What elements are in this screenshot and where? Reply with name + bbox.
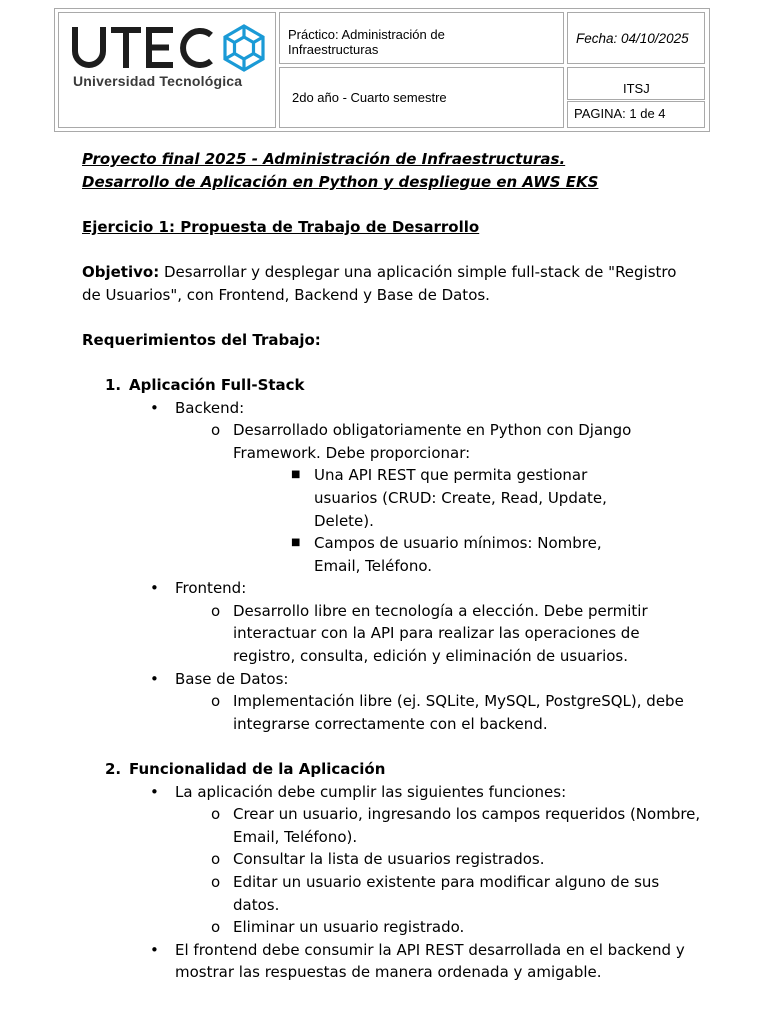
document-title: Proyecto final 2025 - Administración de Infraestructuras. Desarrollo de Aplicación en Python y despliegue en AWS EKS (82, 150, 599, 191)
function-item: Crear un usuario, ingresando los campos requeridos (Nombre, Email, Teléfono). (233, 805, 701, 846)
section-number: 1. (105, 375, 122, 394)
requirements-heading: Requerimientos del Trabajo: (82, 330, 321, 349)
list-item (82, 577, 712, 600)
function-item: Eliminar un usuario registrado. (233, 918, 465, 937)
circle-bullet-icon: o (211, 601, 221, 620)
square-bullet-icon: ■ (291, 537, 301, 549)
backend-label: Backend: (175, 398, 245, 417)
circle-bullet-icon: o (211, 918, 221, 937)
bullet-icon: • (150, 782, 159, 801)
frontend-description: Desarrollo libre en tecnología a elección. Debe permitir interactuar con la API para realizar las operaciones de registro, consulta, edición y eliminación de usuarios. (233, 601, 648, 666)
logo-subtitle: Universidad Tecnológica (73, 73, 243, 89)
list-item (82, 916, 708, 939)
bullet-icon: • (150, 579, 159, 598)
document-body (82, 148, 712, 984)
list-item (82, 803, 703, 848)
section-title: Funcionalidad de la Aplicación (129, 760, 386, 779)
square-bullet-icon: ■ (291, 469, 301, 481)
page-cell (567, 101, 705, 128)
backend-item: Campos de usuario mínimos: Nombre, Email, Teléfono. (314, 534, 602, 575)
list-item (82, 668, 712, 691)
backend-description: Desarrollado obligatoriamente en Python con Django Framework. Debe proporcionar: (233, 421, 632, 462)
date: Fecha: 04/10/2025 (576, 31, 689, 46)
circle-bullet-icon: o (211, 692, 221, 711)
utec-logo-icon (71, 23, 271, 77)
section-title: Aplicación Full-Stack (129, 375, 305, 394)
list-item (82, 871, 708, 916)
bullet-icon: • (150, 669, 159, 688)
institute: ITSJ (623, 81, 650, 96)
list-item (82, 397, 712, 420)
section-1 (82, 374, 712, 397)
document-header (54, 8, 710, 132)
backend-item: Una API REST que permita gestionar usuarios (CRUD: Create, Read, Update, Delete). (314, 466, 607, 530)
date-cell (567, 12, 705, 64)
list-item (82, 419, 643, 464)
function-item: Consultar la lista de usuarios registrados. (233, 850, 545, 869)
list-item (82, 781, 712, 804)
list-item (82, 690, 703, 735)
course-title: Práctico: Administración de Infraestructuras (288, 27, 445, 57)
institute-cell (567, 67, 705, 100)
list-item (82, 464, 650, 532)
function-item: Editar un usuario existente para modificar alguno de sus datos. (233, 873, 660, 914)
list-item (82, 848, 708, 871)
year-cell (279, 67, 564, 128)
section-number: 2. (105, 760, 122, 779)
objective-paragraph (82, 261, 682, 306)
frontend-label: Frontend: (175, 579, 247, 598)
course-cell (279, 12, 564, 64)
page-number: PAGINA: 1 de 4 (574, 106, 666, 121)
circle-bullet-icon: o (211, 805, 221, 824)
circle-bullet-icon: o (211, 421, 221, 440)
bullet-icon: • (150, 940, 159, 959)
circle-bullet-icon: o (211, 850, 221, 869)
list-item (82, 532, 650, 577)
circle-bullet-icon: o (211, 873, 221, 891)
database-label: Base de Datos: (175, 669, 289, 688)
database-description: Implementación libre (ej. SQLite, MySQL, PostgreSQL), debe integrarse correctamente con el backend. (233, 692, 684, 733)
logo-cell (58, 12, 276, 128)
frontend-note: El frontend debe consumir la API REST desarrollada en el backend y mostrar las respuestas de manera ordenada y amigable. (175, 940, 685, 982)
year-semester: 2do año - Cuarto semestre (292, 90, 447, 105)
objective-text: Desarrollar y desplegar una aplicación simple full-stack de "Registro de Usuarios", con Frontend, Backend y Base de Datos. (82, 262, 677, 304)
section-2 (82, 758, 712, 781)
list-item (82, 600, 703, 668)
functions-intro: La aplicación debe cumplir las siguientes funciones: (175, 782, 567, 801)
exercise-heading: Ejercicio 1: Propuesta de Trabajo de Desarrollo (82, 217, 480, 236)
objective-label: Objetivo: (82, 262, 160, 281)
bullet-icon: • (150, 398, 159, 417)
list-item (82, 939, 685, 984)
